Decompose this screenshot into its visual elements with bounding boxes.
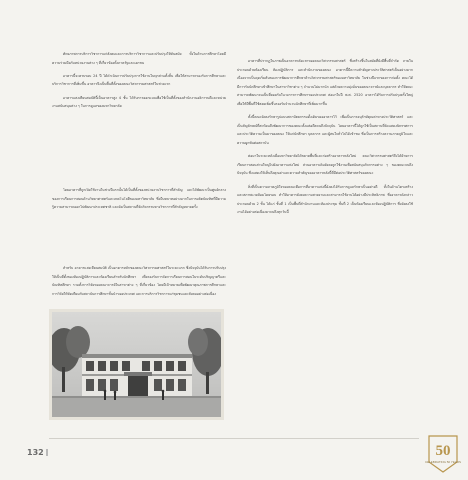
building-illustration bbox=[52, 312, 221, 417]
paragraph: ต่อมาในระยะหลังเมื่อมหาวิทยาลัยได้ขยายพื้นที่และก่อสร้างอาคารหลังใหม่ คณะวิศวกรรมศาสตร์จึงได้ย้ายการเรียนการสอนส่วนใหญ่ไปยังอาคารแห่งใหม่ ส่วนอาคารเดิมยังคงถูกใช้งานเพื่อสนับสนุนกิจกรรมต่าง ๆ ของคณะจนถึงปัจจุบัน ซึ่งแสดงให้เห็นถึงคุณค่าและความสำคัญของอาคารหลังนี้ที่มีต่อประวัติศาสตร์ของคณะ bbox=[237, 154, 413, 176]
logo-number: 50 bbox=[435, 443, 451, 459]
logo-caption: CELEBRATING 50 YEARS bbox=[424, 460, 462, 464]
paragraph: สิ่งที่เป็นความภาคภูมิใจของคณะคือการที่อาคารแห่งนี้ยังคงได้รับการดูแลรักษาเป็นอย่างดี ทั้งในด้านโครงสร้างและสภาพแวดล้อมโดยรอบ ทำให้อาคารยังคงความสวยงามและสามารถใช้งานได้อย่างมีประสิทธิภาพ ซึ่งอาคารดังกล่าวประกอบด้วย 2 ชั้น ได้แก่ ชั้นที่ 1 เป็นพื้นที่สำนักงานและห้องประชุม ชั้นที่ 2 เป็นห้องเรียนและห้องปฏิบัติการ ซึ่งยังคงใช้งานได้อย่างต่อเนื่องมาจนถึงทุกวันนี้ bbox=[237, 184, 413, 215]
left-column-mid bbox=[52, 186, 226, 216]
left-column-top bbox=[52, 50, 226, 115]
right-column bbox=[237, 57, 413, 221]
anniversary-logo bbox=[423, 432, 463, 476]
paragraph: อาคารที่ปรากฏในภาพเป็นอาคารหลังแรกของคณะวิศวกรรมศาสตร์ ซึ่งสร้างขึ้นในสมัยที่ยังมีพื้นที่จำกัด ภายในประกอบด้วยห้องเรียน ห้องปฏิบัติการ และสำนักงานของคณะ อาคารนี้มีความสำคัญทางประวัติศาสตร์เป็นอย่างมาก เนื่องจากเป็นจุดเริ่มต้นของการพัฒนาการศึกษาด้านวิศวกรรมศาสตร์ของมหาวิทยาลัย ในช่วงปีแรกของการก่อตั้ง คณะได้มีการรับนักศึกษาเข้าศึกษาในสาขาวิชาต่าง ๆ จำนวนไม่มากนัก แต่ด้วยความมุ่งมั่นของคณาจารย์และบุคลากร ทำให้คณะสามารถพัฒนาจนเป็นที่ยอมรับในวงการการศึกษาของประเทศ ต่อมาในปี พ.ศ. 2520 อาคารได้รับการปรับปรุงครั้งใหญ่ เพื่อให้มีพื้นที่ใช้สอยเพิ่มขึ้นรองรับจำนวนนักศึกษาที่เพิ่มมากขึ้น bbox=[237, 59, 413, 106]
paragraph: อาคารแสงเทียนสมบัตินี้เป็นอาคารสูง 4 ชั้น ได้รับการออกแบบเพื่อใช้เป็นที่ตั้งของสำนักงานอธิการบดีและหน่วยงานสนับสนุนต่าง ๆ ในการดูแลของมหาวิทยาลัย bbox=[52, 95, 226, 109]
left-column-bottom bbox=[52, 264, 226, 303]
page-number-bar bbox=[46, 449, 48, 456]
anniversary-emblem-icon bbox=[423, 432, 463, 476]
paragraph: อาคารนี้จะครบรอบ 24 ปี ได้ดำเนินการปรับปรุงการใช้งานในทุกส่วนทั้งสิ้น เพื่อให้สามารถรองรับการศึกษาและบริการวิชาการที่เพิ่มขึ้น อาคารจึงเป็นพื้นที่ตั้งของคณะวิศวกรรมศาสตร์ในช่วงแรก bbox=[52, 73, 226, 87]
page-number: 132 bbox=[27, 448, 44, 457]
paragraph: โดยอาคารที่ถูกเปิดใช้งานในช่วงปีแรกนั้นได้เป็นที่ตั้งของหน่วยงานวิชาการที่สำคัญ และได้พัฒนาเป็นศูนย์กลางของการเรียนการสอนด้านวิทยาศาสตร์และเทคโนโลยีของมหาวิทยาลัย ซึ่งมีบทบาทอย่างมากในการผลิตบัณฑิตที่มีความรู้ความสามารถออกไปพัฒนาประเทศชาติ และยังเป็นสถานที่จัดกิจกรรมทางวิชาการที่สำคัญหลายครั้ง bbox=[52, 188, 226, 210]
paragraph: สำหรับ อาคารแสงเทียนสมบัติ เป็นอาคารหลักของคณะวิศวกรรมศาสตร์ในระยะแรก ซึ่งปัจจุบันได้รับการปรับปรุงให้เป็นที่ตั้งของห้องปฏิบัติการและห้องเรียนสำหรับนักศึกษา เพื่อรองรับการจัดการเรียนการสอนในระดับปริญญาตรีและบัณฑิตศึกษา รวมทั้งการวิจัยของคณาจารย์ในสาขาต่าง ๆ ที่เกี่ยวข้อง โดยมีเป้าหมายเพื่อพัฒนาคุณภาพการศึกษาและการวิจัยให้ทัดเทียมกับสถาบันการศึกษาชั้นนำของประเทศ และการบริการวิชาการแก่ชุมชนและสังคมอย่างต่อเนื่อง bbox=[52, 266, 226, 296]
historic-building-photo bbox=[49, 309, 224, 420]
footer-divider bbox=[49, 438, 419, 439]
paragraph: ศักยภาพการบริการวิชาการแก่สังคมและการบริการวิชาการและปรับปรุงให้ทันสมัย ทั้งในด้านการศึกษาโดยมีความร่วมมือกับหน่วยงานต่าง ๆ ที่เกี่ยวข้องทั้งภาครัฐและเอกชน bbox=[52, 52, 226, 65]
paragraph: ทั้งนี้คณะยังคงรักษารูปแบบสถาปัตยกรรมดั้งเดิมของอาคารไว้ เพื่อเป็นการอนุรักษ์คุณค่าทางประวัติศาสตร์ และเป็นสัญลักษณ์ที่สะท้อนถึงพัฒนาการของคณะตั้งแต่อดีตจนถึงปัจจุบัน โดยอาคารนี้ได้ถูกใช้เป็นสถานที่จัดแสดงนิทรรศการและประวัติความเป็นมาของคณะ ให้แก่นักศึกษา บุคลากร และผู้สนใจทั่วไปได้เข้าชม ซึ่งเป็นการสร้างความภาคภูมิใจและความผูกพันต่อสถาบัน bbox=[237, 115, 413, 145]
